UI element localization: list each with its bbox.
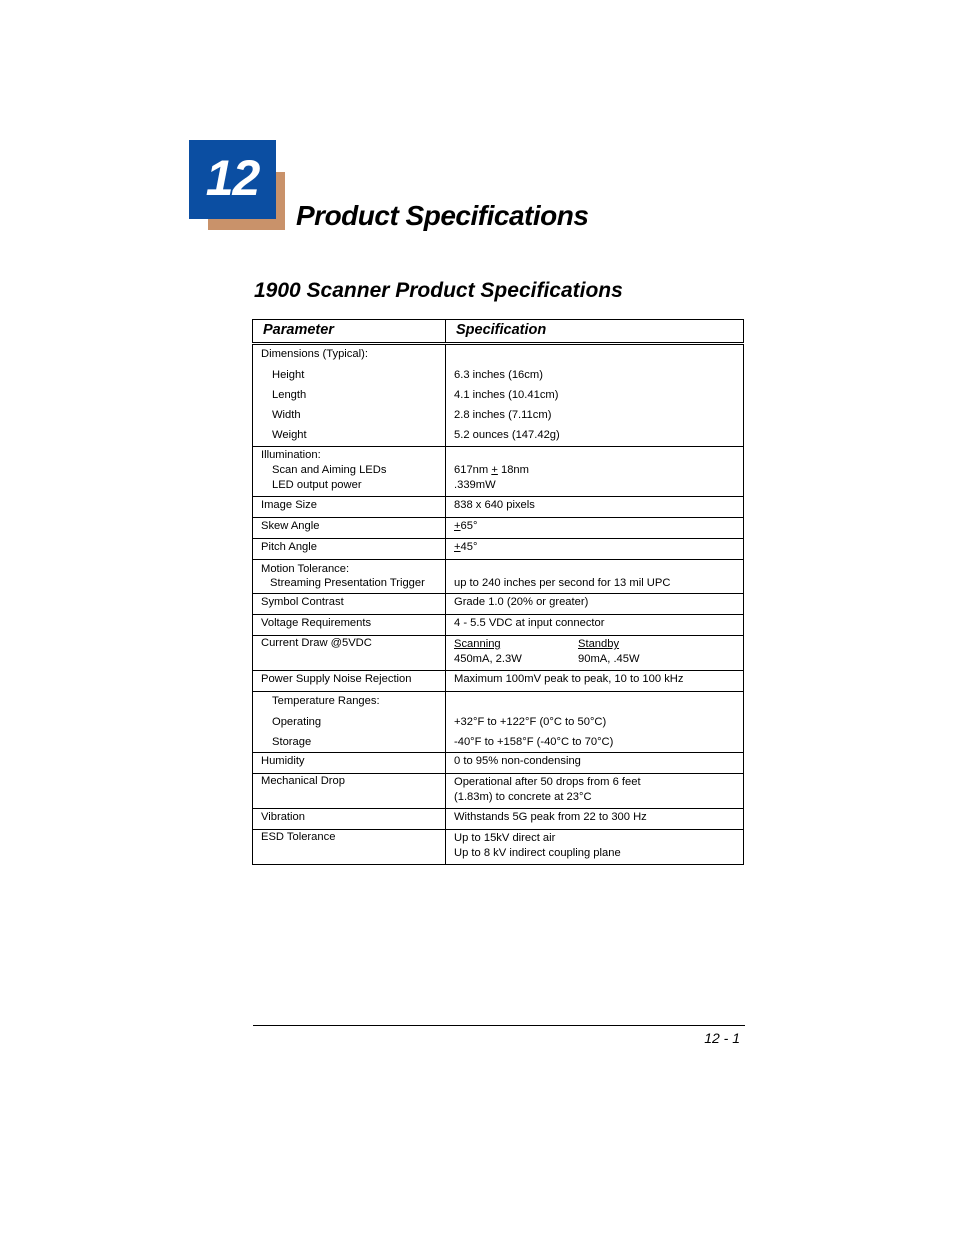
temp-operating-value: +32°F to +122°F (0°C to 50°C) bbox=[454, 716, 607, 728]
drop-line2: (1.83m) to concrete at 23°C bbox=[454, 791, 592, 803]
symbol-contrast-value: Grade 1.0 (20% or greater) bbox=[446, 594, 744, 615]
page-number: 12 - 1 bbox=[704, 1030, 740, 1046]
illum-leds: Scan and Aiming LEDs bbox=[272, 464, 387, 476]
table-row bbox=[253, 539, 744, 560]
temp-operating: Operating bbox=[272, 716, 322, 728]
table-row bbox=[253, 830, 744, 865]
table-row bbox=[253, 774, 744, 809]
table-row bbox=[253, 594, 744, 615]
table-row bbox=[253, 560, 744, 594]
temperature-label: Temperature Ranges: bbox=[272, 695, 380, 707]
motion-sub: Streaming Presentation Trigger bbox=[270, 577, 425, 589]
table-row bbox=[253, 344, 744, 447]
current-draw-label: Current Draw @5VDC bbox=[253, 636, 446, 671]
symbol-contrast-label: Symbol Contrast bbox=[253, 594, 446, 615]
table-row bbox=[253, 809, 744, 830]
dim-weight-value: 5.2 ounces (147.42g) bbox=[454, 429, 560, 441]
current-scanning-value: 450mA, 2.3W bbox=[454, 653, 522, 665]
dim-height-value: 6.3 inches (16cm) bbox=[454, 369, 543, 381]
voltage-label: Voltage Requirements bbox=[253, 615, 446, 636]
skew-angle-label: Skew Angle bbox=[253, 518, 446, 539]
section-title: 1900 Scanner Product Specifications bbox=[254, 279, 623, 302]
illum-leds-value: 617nm + 18nm bbox=[454, 464, 529, 476]
table-row bbox=[253, 692, 744, 753]
table-row bbox=[253, 447, 744, 497]
skew-angle-value: +65° bbox=[446, 518, 744, 539]
pitch-angle-value: +45° bbox=[446, 539, 744, 560]
chapter-number: 12 bbox=[205, 149, 260, 206]
drop-label: Mechanical Drop bbox=[253, 774, 446, 809]
current-standby-head: Standby bbox=[578, 638, 620, 650]
table-row bbox=[253, 615, 744, 636]
illum-power: LED output power bbox=[272, 479, 362, 491]
table-row bbox=[253, 497, 744, 518]
humidity-value: 0 to 95% non-condensing bbox=[446, 753, 744, 774]
motion-value: up to 240 inches per second for 13 mil UPC bbox=[454, 577, 671, 589]
dim-length-value: 4.1 inches (10.41cm) bbox=[454, 389, 559, 401]
illumination-label: Illumination: bbox=[261, 449, 321, 461]
chapter-number-box bbox=[189, 140, 276, 219]
noise-value: Maximum 100mV peak to peak, 10 to 100 kHz bbox=[446, 671, 744, 692]
current-standby-value: 90mA, .45W bbox=[578, 653, 640, 665]
chapter-title: Product Specifications bbox=[296, 200, 589, 231]
table-row bbox=[253, 518, 744, 539]
dim-weight: Weight bbox=[272, 429, 307, 441]
vibration-value: Withstands 5G peak from 22 to 300 Hz bbox=[446, 809, 744, 830]
temp-storage: Storage bbox=[272, 736, 312, 748]
header-specification: Specification bbox=[446, 320, 744, 344]
dim-width: Width bbox=[272, 409, 301, 421]
voltage-value: 4 - 5.5 VDC at input connector bbox=[446, 615, 744, 636]
esd-line1: Up to 15kV direct air bbox=[454, 832, 556, 844]
temp-storage-value: -40°F to +158°F (-40°C to 70°C) bbox=[454, 736, 614, 748]
esd-line2: Up to 8 kV indirect coupling plane bbox=[454, 847, 621, 859]
header-parameter: Parameter bbox=[253, 320, 446, 344]
dim-height: Height bbox=[272, 369, 305, 381]
humidity-label: Humidity bbox=[253, 753, 446, 774]
image-size-value: 838 x 640 pixels bbox=[446, 497, 744, 518]
dim-width-value: 2.8 inches (7.11cm) bbox=[454, 409, 552, 421]
dimensions-label: Dimensions (Typical): bbox=[261, 348, 368, 360]
table-row bbox=[253, 753, 744, 774]
illum-power-value: .339mW bbox=[454, 479, 496, 491]
footer-rule bbox=[253, 1025, 745, 1026]
table-row bbox=[253, 636, 744, 671]
drop-line1: Operational after 50 drops from 6 feet bbox=[454, 776, 641, 788]
image-size-label: Image Size bbox=[253, 497, 446, 518]
current-scanning-head: Scanning bbox=[454, 638, 501, 650]
esd-label: ESD Tolerance bbox=[253, 830, 446, 865]
spec-table bbox=[252, 319, 744, 865]
pitch-angle-label: Pitch Angle bbox=[253, 539, 446, 560]
vibration-label: Vibration bbox=[253, 809, 446, 830]
table-header-row bbox=[253, 320, 744, 344]
noise-label: Power Supply Noise Rejection bbox=[253, 671, 446, 692]
table-row bbox=[253, 671, 744, 692]
motion-label: Motion Tolerance: bbox=[261, 563, 350, 575]
dim-length: Length bbox=[272, 389, 307, 401]
